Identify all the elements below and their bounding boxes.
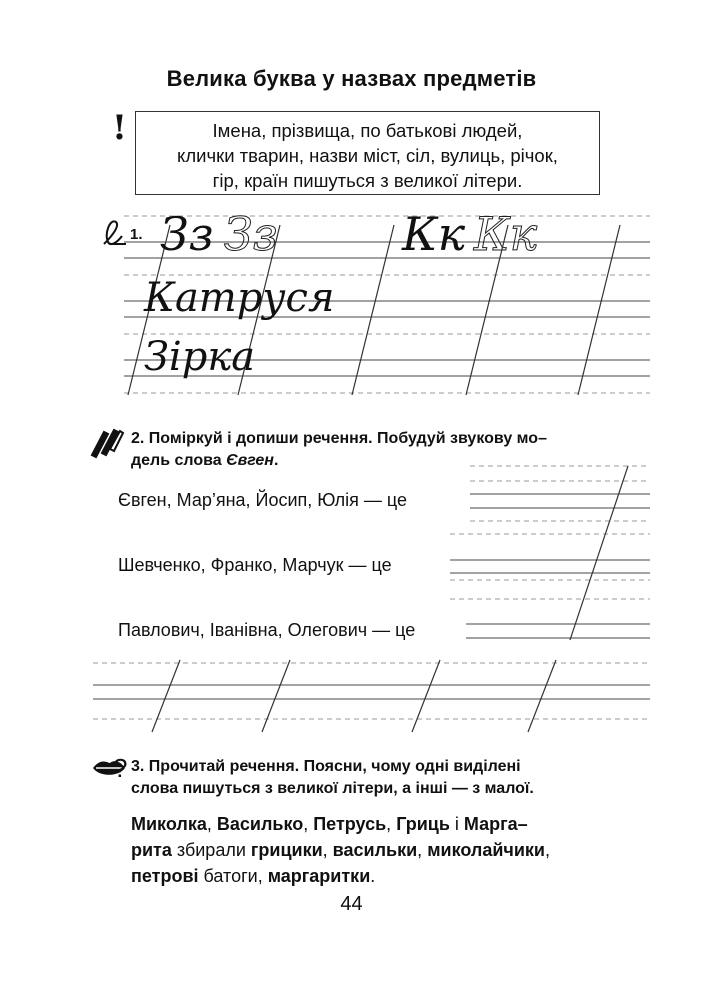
slant-line <box>352 225 394 395</box>
slant-line <box>528 660 556 732</box>
passage-text: , <box>386 814 397 834</box>
exercise-3-instruction <box>131 756 534 800</box>
passage-text: батоги, <box>198 866 268 886</box>
instruction-text: . <box>273 452 279 469</box>
instruction-line: слова пишуться з великої літери, а інші — з малої. <box>131 780 534 797</box>
rule-line: Імена, прізвища, по батькові людей, <box>212 120 523 141</box>
instruction-line: 2. Поміркуй і допиши речення. Побудуй звукову мо– <box>131 430 547 447</box>
highlight-word: Євген <box>226 452 274 469</box>
passage-text: збирали <box>171 840 251 860</box>
slant-line <box>412 660 440 732</box>
bold-word: васильки <box>332 840 418 860</box>
page-number: 44 <box>340 893 363 915</box>
instruction-line <box>131 450 547 472</box>
instruction-line: 3. Прочитай речення. Поясни, чому одні виділені <box>131 758 521 775</box>
exclamation-icon: ! <box>112 108 127 148</box>
passage-text: і <box>449 814 464 834</box>
passage-text: , <box>545 840 551 860</box>
rule-line: гір, країн пишуться з великої літери. <box>212 170 523 191</box>
letters-z: Зз <box>160 207 214 261</box>
page-title: Велика буква у назвах предметів <box>166 66 537 91</box>
letters-z-trace: Зз <box>224 207 278 261</box>
slant-line <box>152 660 180 732</box>
sentence-1: Євген, Мар’яна, Йосип, Юлія — це <box>118 490 408 510</box>
bold-word: петрові <box>131 866 199 886</box>
passage-text: , <box>322 840 333 860</box>
bold-word: Миколка <box>131 814 207 834</box>
exercise-1-number: 1. <box>130 226 143 243</box>
letters-k: Кк <box>402 207 466 261</box>
passage-text: , <box>303 814 314 834</box>
sentence-2: Шевченко, Франко, Марчук — це <box>118 555 392 575</box>
passage-text: , <box>206 814 217 834</box>
bold-word: Петрусь <box>313 814 387 834</box>
passage-text: . <box>370 866 376 886</box>
handwriting-icon <box>104 221 126 244</box>
bold-word: миколайчики <box>427 840 545 860</box>
passage-text: , <box>417 840 428 860</box>
question-icon: ? <box>113 753 128 783</box>
bold-word: Василько <box>216 814 304 834</box>
rule-line: клички тварин, назви міст, сіл, вулиць, річок, <box>177 145 558 166</box>
bold-word: грицики <box>250 840 323 860</box>
pens-icon <box>92 430 123 457</box>
bold-word: Марга– <box>463 814 528 834</box>
exercise-2-instruction <box>131 428 547 472</box>
slant-line <box>578 225 620 395</box>
reading-passage <box>131 811 651 889</box>
letters-k-trace: Кк <box>474 207 538 261</box>
handwritten-word: Катруся <box>144 275 335 321</box>
sentence-3: Павлович, Іванівна, Олегович — це <box>118 620 416 640</box>
bold-word: Гриць <box>396 814 450 834</box>
handwritten-word: Зірка <box>144 334 256 380</box>
slant-line <box>262 660 290 732</box>
bold-word: рита <box>131 840 172 860</box>
slant-line <box>570 466 628 640</box>
instruction-text: дель слова <box>131 452 227 469</box>
bold-word: маргаритки <box>267 866 371 886</box>
